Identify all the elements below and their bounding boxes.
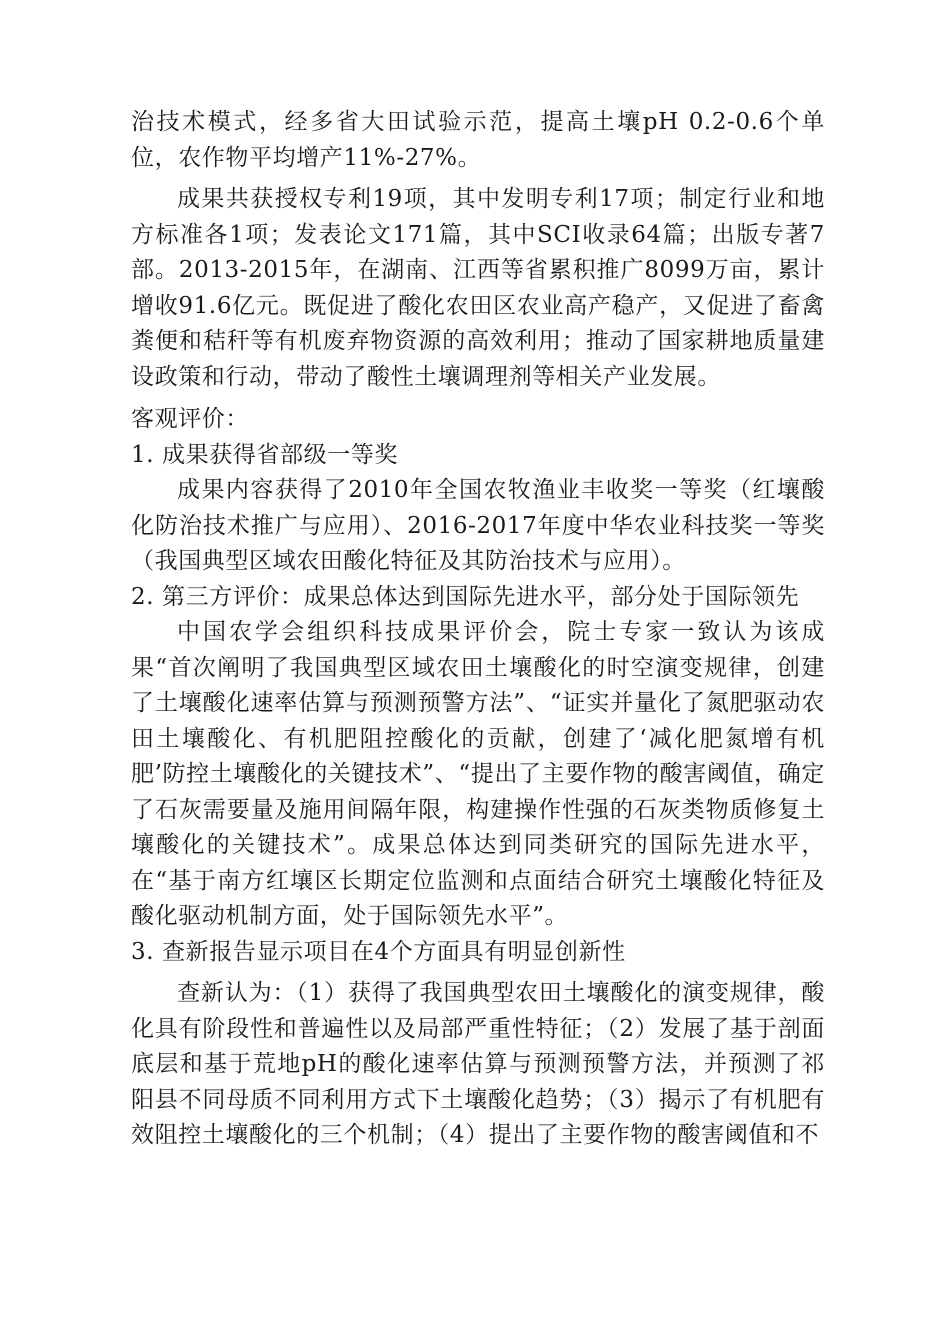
paragraph-achievements: 成果共获授权专利19项，其中发明专利17项；制定行业和地方标准各1项；发表论文171篇，其中SCI收录64篇；出版专著7部。2013-2015年，在湖南、江西等省累积推广8099万亩，累计增收91.6亿元。既促进了酸化农田区农业高产稳产，又促进了畜禽粪便和秸秆等有机废弃物资源的高效利用；推动了国家耕地质量建设政策和行动，带动了酸性土壤调理剂等相关产业发展。 [131,186,825,390]
heading-objective-evaluation: 客观评价： [131,406,249,432]
heading-third-party: 2. 第三方评价：成果总体达到国际先进水平，部分处于国际领先 [131,583,800,610]
document-body [131,105,825,1154]
paragraph-novelty-report: 查新认为：（1）获得了我国典型农田土壤酸化的演变规律，酸化具有阶段性和普遍性以及局部严重性特征；（2）发展了基于剖面底层和基于荒地pH的酸化速率估算与预测预警方法，并预测了祁阳县不同母质不同利用方式下土壤酸化趋势；（3）揭示了有机肥有效阻控土壤酸化的三个机制；（4）提出了主要作物的酸害阈值和不 [131,980,825,1148]
heading-novelty-report: 3. 查新报告显示项目在4个方面具有明显创新性 [131,938,626,965]
heading-award: 1. 成果获得省部级一等奖 [131,441,399,468]
paragraph-continuation: 治技术模式，经多省大田试验示范，提高土壤pH 0.2-0.6个单位，农作物平均增产11%-27%。 [131,109,825,171]
paragraph-third-party: 中国农学会组织科技成果评价会，院士专家一致认为该成果“首次阐明了我国典型区域农田土壤酸化的时空演变规律，创建了土壤酸化速率估算与预测预警方法”、“证实并量化了氮肥驱动农田土壤酸化、有机肥阻控酸化的贡献，创建了‘减化肥氮增有机肥’防控土壤酸化的关键技术”、“提出了主要作物的酸害阈值，确定了石灰需要量及施用间隔年限，构建操作性强的石灰类物质修复土壤酸化的关键技术”。成果总体达到同类研究的国际先进水平，在“基于南方红壤区长期定位监测和点面结合研究土壤酸化特征及酸化驱动机制方面，处于国际领先水平”。 [131,619,825,929]
paragraph-award: 成果内容获得了2010年全国农牧渔业丰收奖一等奖（红壤酸化防治技术推广与应用）、2016-2017年度中华农业科技奖一等奖（我国典型区域农田酸化特征及其防治技术与应用）。 [131,477,825,574]
